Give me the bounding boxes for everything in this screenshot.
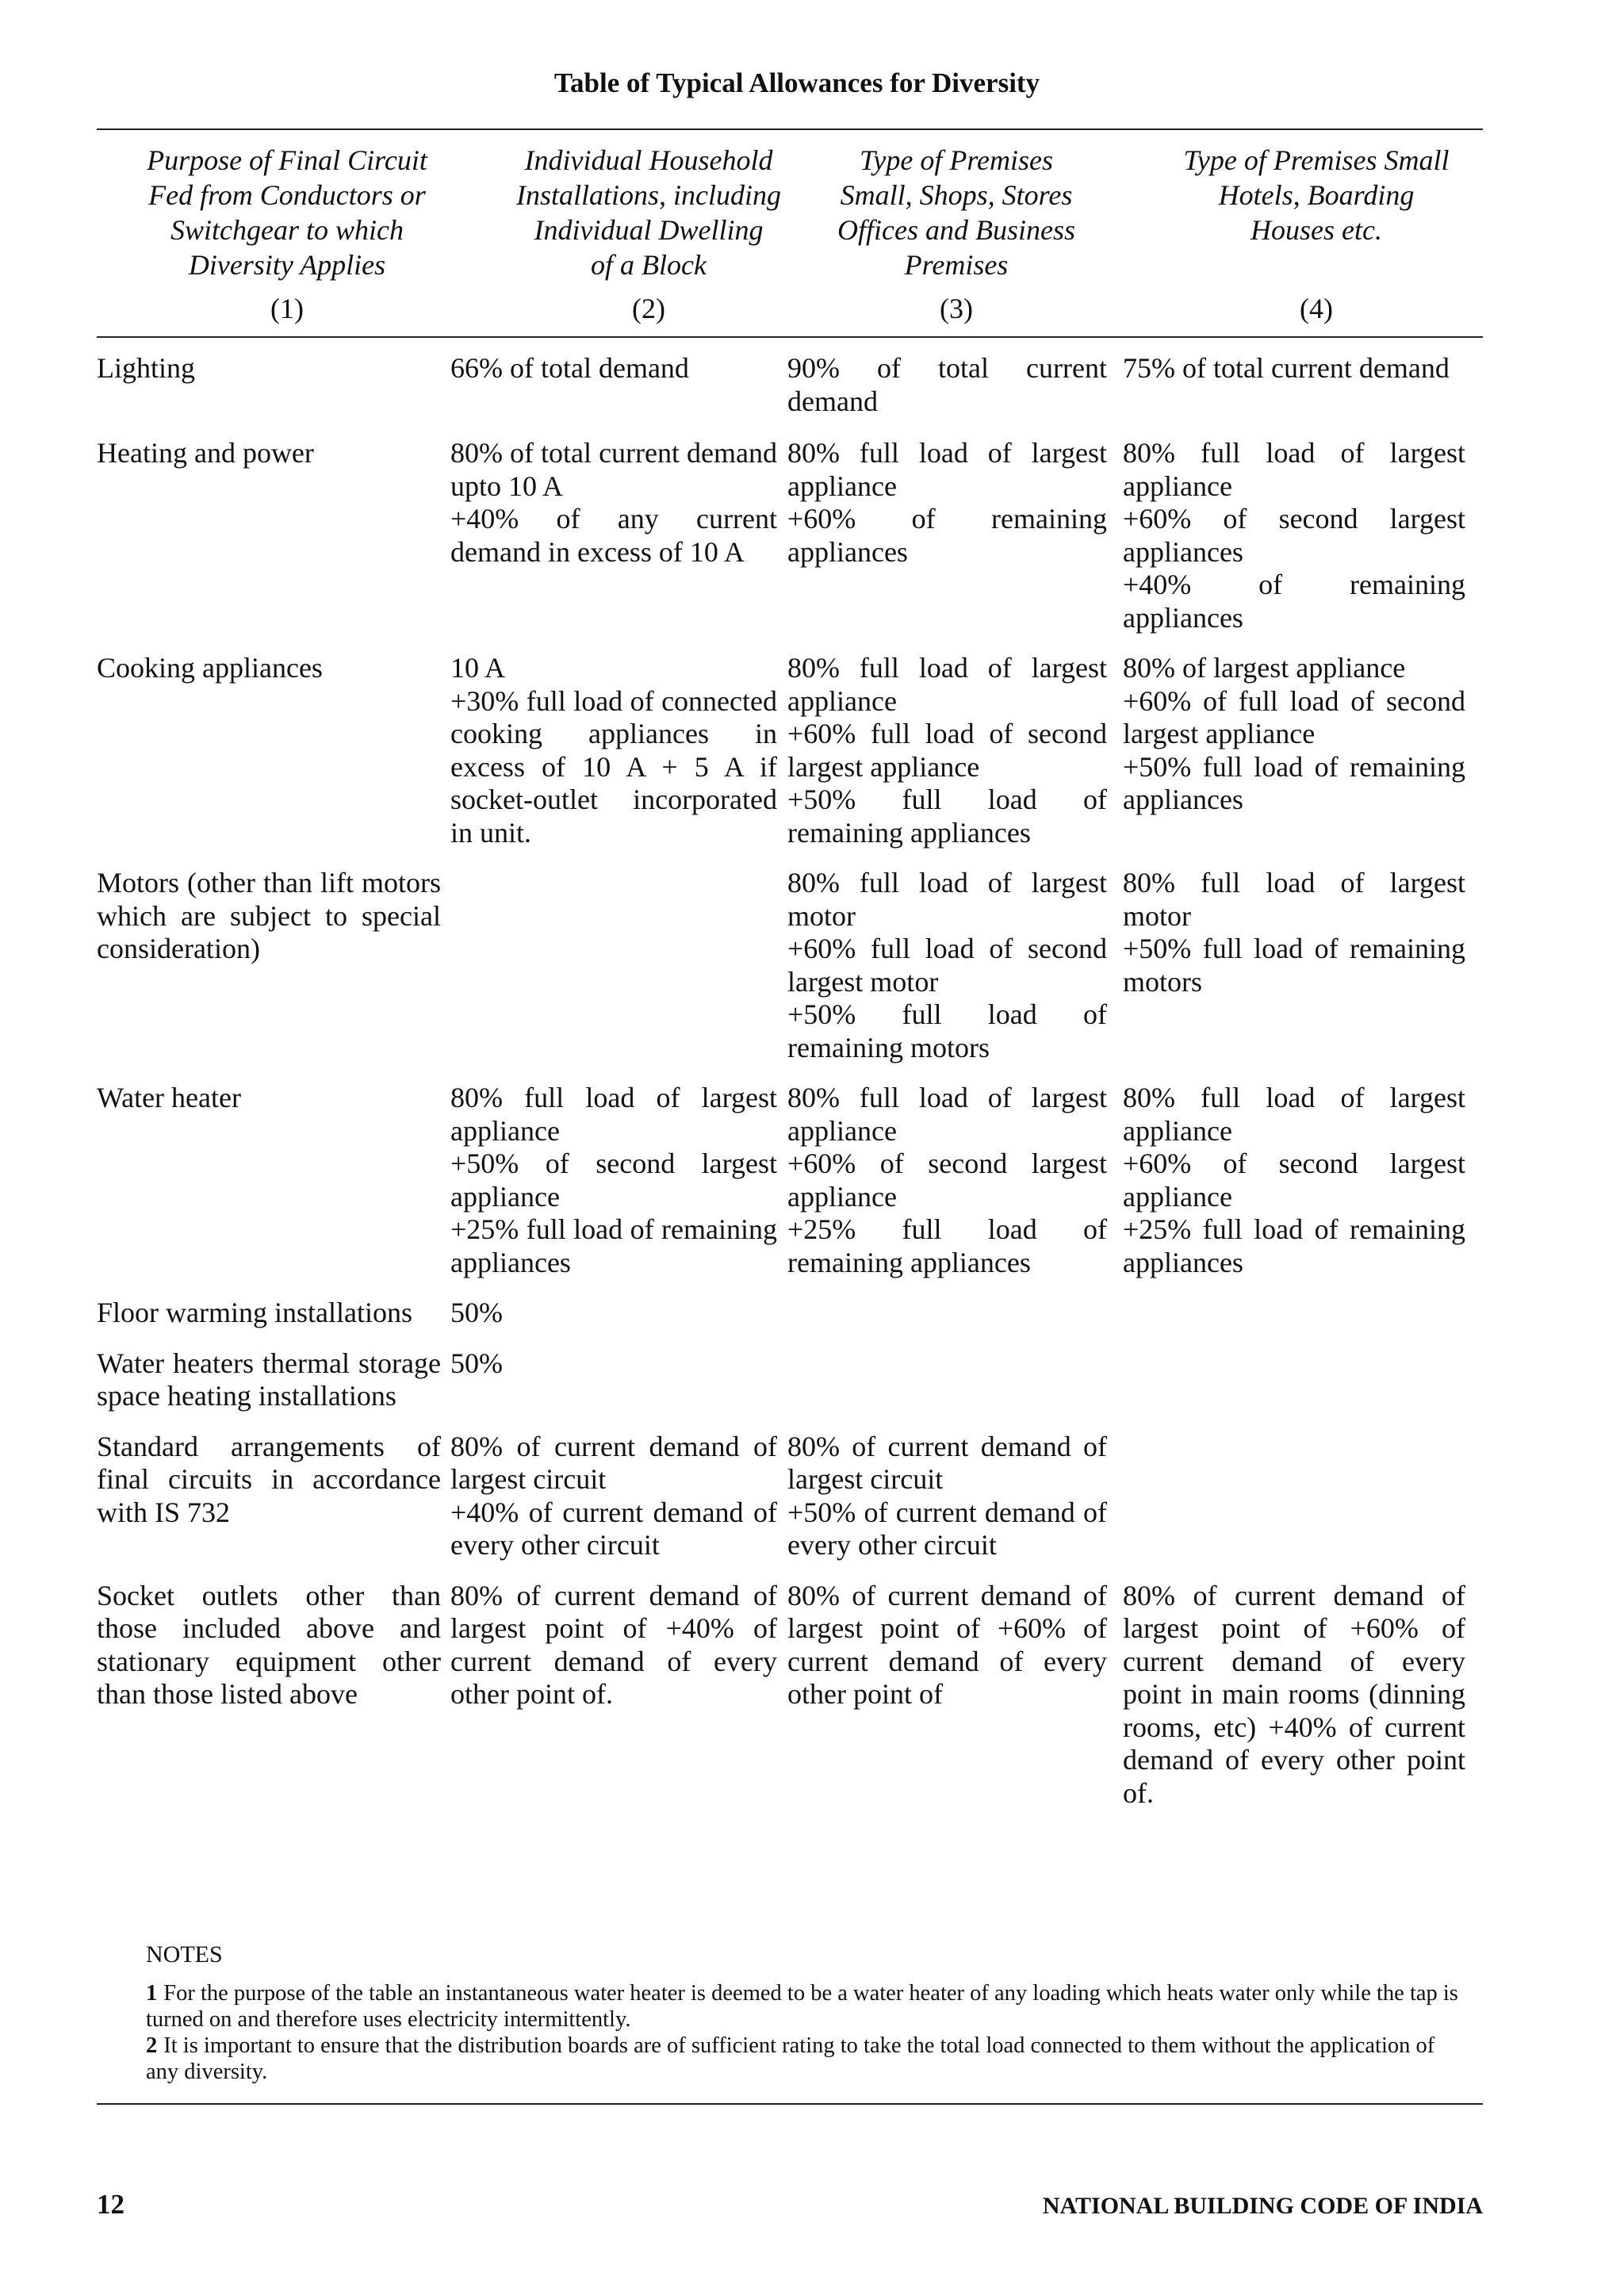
table-row <box>97 1297 1483 1330</box>
cell-text: 10 A <box>450 652 506 684</box>
cell-text: +25% full load of remaining appliances <box>787 1213 1107 1278</box>
cell-text: +60% full load of second largest appliance <box>787 718 1107 783</box>
notes-heading: NOTES <box>146 1941 223 1968</box>
cell-text: +60% of second largest appliance <box>787 1148 1107 1213</box>
cell-text: Socket outlets other than those included above and stationary equipment other than those listed above <box>97 1579 441 1710</box>
cell-text: Water heaters thermal storage space heating installations <box>97 1347 441 1412</box>
cell-text: Lighting <box>97 352 195 384</box>
cell-text: 66% of total demand <box>450 352 689 384</box>
header-shops <box>795 143 1118 282</box>
header-line: Small, Shops, Stores <box>840 179 1073 211</box>
purpose-cell <box>97 437 442 634</box>
shops-cell <box>783 352 1123 418</box>
cell-text: 80% full load of largest motor <box>1123 867 1465 932</box>
hotels-cell <box>1123 652 1465 849</box>
household-cell <box>442 1580 783 1811</box>
shops-cell <box>783 1580 1123 1811</box>
cell-text: Standard arrangements of final circuits in accordance with IS 732 <box>97 1430 441 1528</box>
shops-cell <box>783 1431 1123 1562</box>
cell-text: +50% full load of remaining appliances <box>787 784 1107 849</box>
header-line: Type of Premises <box>860 144 1053 176</box>
cell-text: 75% of total current demand <box>1123 352 1450 384</box>
cell-text: 90% of total current demand <box>787 352 1107 417</box>
household-cell <box>442 1431 783 1562</box>
table-row <box>97 1580 1483 1811</box>
cell-text: 80% full load of largest appliance <box>1123 437 1465 502</box>
hotels-cell <box>1123 437 1465 634</box>
hotels-cell <box>1123 1431 1465 1562</box>
cell-text: +60% full load of second largest motor <box>787 933 1107 998</box>
hotels-cell <box>1123 352 1465 418</box>
cell-text: 80% full load of largest appliance <box>1123 1082 1465 1147</box>
table-row <box>97 867 1483 1064</box>
header-line: Diversity Applies <box>188 249 386 281</box>
cell-text: 80% of total current demand upto 10 A <box>450 437 777 502</box>
column-number-4: (4) <box>1300 293 1333 324</box>
table-body <box>97 352 1483 1810</box>
cell-text: +50% of current demand of every other circuit <box>787 1496 1107 1561</box>
header-line: Purpose of Final Circuit <box>147 144 427 176</box>
header-line: of a Block <box>591 249 707 281</box>
cell-text: +60% of second largest appliance <box>1123 1148 1465 1213</box>
column-number-1: (1) <box>270 293 304 324</box>
hotels-cell <box>1123 1347 1465 1413</box>
shops-cell <box>783 1347 1123 1413</box>
cell-text: 80% full load of largest appliance <box>450 1082 777 1147</box>
cell-text: 80% of largest appliance <box>1123 652 1406 684</box>
note-number: 2 <box>146 2033 158 2058</box>
table-row <box>97 1347 1483 1413</box>
header-line: Fed from Conductors or <box>148 179 426 211</box>
note-item <box>146 2033 1472 2085</box>
table-row <box>97 652 1483 849</box>
header-household <box>455 143 842 282</box>
cell-text: 50% <box>450 1347 503 1379</box>
shops-cell <box>783 652 1123 849</box>
cell-text: +30% full load of connected cooking appliances in excess of 10 A + 5 A if socket-outlet incorporated in unit. <box>450 684 777 849</box>
purpose-cell <box>97 1347 442 1413</box>
shops-cell <box>783 1297 1123 1330</box>
header-line: Offices and Business <box>837 214 1075 246</box>
header-line: Switchgear to which <box>170 214 404 246</box>
purpose-cell <box>97 352 442 418</box>
note-number: 1 <box>146 1981 158 2006</box>
header-hotels <box>1128 143 1505 247</box>
cell-text: Water heater <box>97 1082 241 1113</box>
household-cell <box>442 1082 783 1279</box>
hotels-cell <box>1123 1580 1465 1811</box>
cell-text: 50% <box>450 1297 503 1328</box>
header-line: Individual Household <box>524 144 773 176</box>
purpose-cell <box>97 652 442 849</box>
cell-text: 80% of current demand of largest point of +40% of current demand of every other point of. <box>450 1579 777 1710</box>
header-line: Premises <box>904 249 1009 281</box>
household-cell <box>442 1297 783 1330</box>
table-row <box>97 352 1483 418</box>
table-row <box>97 1082 1483 1279</box>
note-item <box>146 1980 1472 2033</box>
table-row <box>97 1431 1483 1562</box>
cell-text: 80% full load of largest appliance <box>787 437 1107 502</box>
purpose-cell <box>97 1082 442 1279</box>
table-title: Table of Typical Allowances for Diversity <box>553 67 1040 98</box>
cell-text: +25% full load of remaining appliances <box>1123 1213 1465 1278</box>
household-cell <box>442 352 783 418</box>
household-cell <box>442 1347 783 1413</box>
cell-text: 80% full load of largest appliance <box>787 1082 1107 1147</box>
cell-text: +40% of any current demand in excess of 10 A <box>450 503 777 568</box>
page-number: 12 <box>97 2189 124 2220</box>
column-number-3: (3) <box>940 293 973 324</box>
cell-text: Cooking appliances <box>97 652 323 684</box>
header-line: Installations, including <box>515 179 781 211</box>
purpose-cell <box>97 867 442 1064</box>
cell-text: 80% of current demand of largest circuit <box>787 1430 1107 1495</box>
cell-text: 80% full load of largest appliance <box>787 652 1107 717</box>
header-line: Hotels, Boarding <box>1218 179 1415 211</box>
cell-text: 80% of current demand of largest circuit <box>450 1430 777 1495</box>
cell-text: Motors (other than lift motors which are subject to special consideration) <box>97 867 441 964</box>
header-line: Houses etc. <box>1251 214 1382 246</box>
cell-text: +50% full load of remaining motors <box>787 998 1107 1063</box>
cell-text: +60% of remaining appliances <box>787 503 1107 568</box>
cell-text: +40% of current demand of every other circuit <box>450 1496 777 1561</box>
cell-text: Heating and power <box>97 437 314 469</box>
table-row <box>97 437 1483 634</box>
shops-cell <box>783 437 1123 634</box>
household-cell <box>442 437 783 634</box>
note-text: For the purpose of the table an instantaneous water heater is deemed to be a water heater of any loading which heats water only while the tap is turned on and therefore uses electricity intermittently. <box>146 1981 1458 2032</box>
hotels-cell <box>1123 1297 1465 1330</box>
bottom-rule <box>97 2103 1483 2105</box>
hotels-cell <box>1123 1082 1465 1279</box>
shops-cell <box>783 867 1123 1064</box>
cell-text: Floor warming installations <box>97 1297 412 1328</box>
cell-text: +50% full load of remaining appliances <box>1123 750 1465 815</box>
purpose-cell <box>97 1297 442 1330</box>
cell-text: 80% of current demand of largest point of +60% of current demand of every other point of <box>787 1579 1107 1710</box>
cell-text: +60% of full load of second largest appliance <box>1123 684 1465 749</box>
shops-cell <box>783 1082 1123 1279</box>
notes-section <box>146 1941 1472 2085</box>
cell-text: +40% of remaining appliances <box>1123 569 1465 634</box>
column-number-2: (2) <box>632 293 665 324</box>
cell-text: +25% full load of remaining appliances <box>450 1213 777 1278</box>
cell-text: 80% of current demand of largest point of +60% of current demand of every point in main rooms (dinning rooms, etc) +40% of current demand of every other point of. <box>1123 1579 1465 1809</box>
household-cell <box>442 867 783 1064</box>
header-line: Individual Dwelling <box>534 214 764 246</box>
cell-text: +50% full load of remaining motors <box>1123 933 1465 998</box>
note-text: It is important to ensure that the distribution boards are of sufficient rating to take the total load connected to them without the application of any diversity. <box>146 2033 1435 2084</box>
purpose-cell <box>97 1431 442 1562</box>
table-header-row <box>97 128 1483 336</box>
hotels-cell <box>1123 867 1465 1064</box>
header-line: Type of Premises Small <box>1183 144 1450 176</box>
header-purpose <box>97 143 477 282</box>
cell-text: 80% full load of largest motor <box>787 867 1107 932</box>
household-cell <box>442 652 783 849</box>
cell-text: +50% of second largest appliance <box>450 1148 777 1213</box>
purpose-cell <box>97 1580 442 1811</box>
publication-title: NATIONAL BUILDING CODE OF INDIA <box>1042 2193 1483 2219</box>
diversity-table <box>97 128 1483 1810</box>
cell-text: +60% of second largest appliances <box>1123 503 1465 568</box>
